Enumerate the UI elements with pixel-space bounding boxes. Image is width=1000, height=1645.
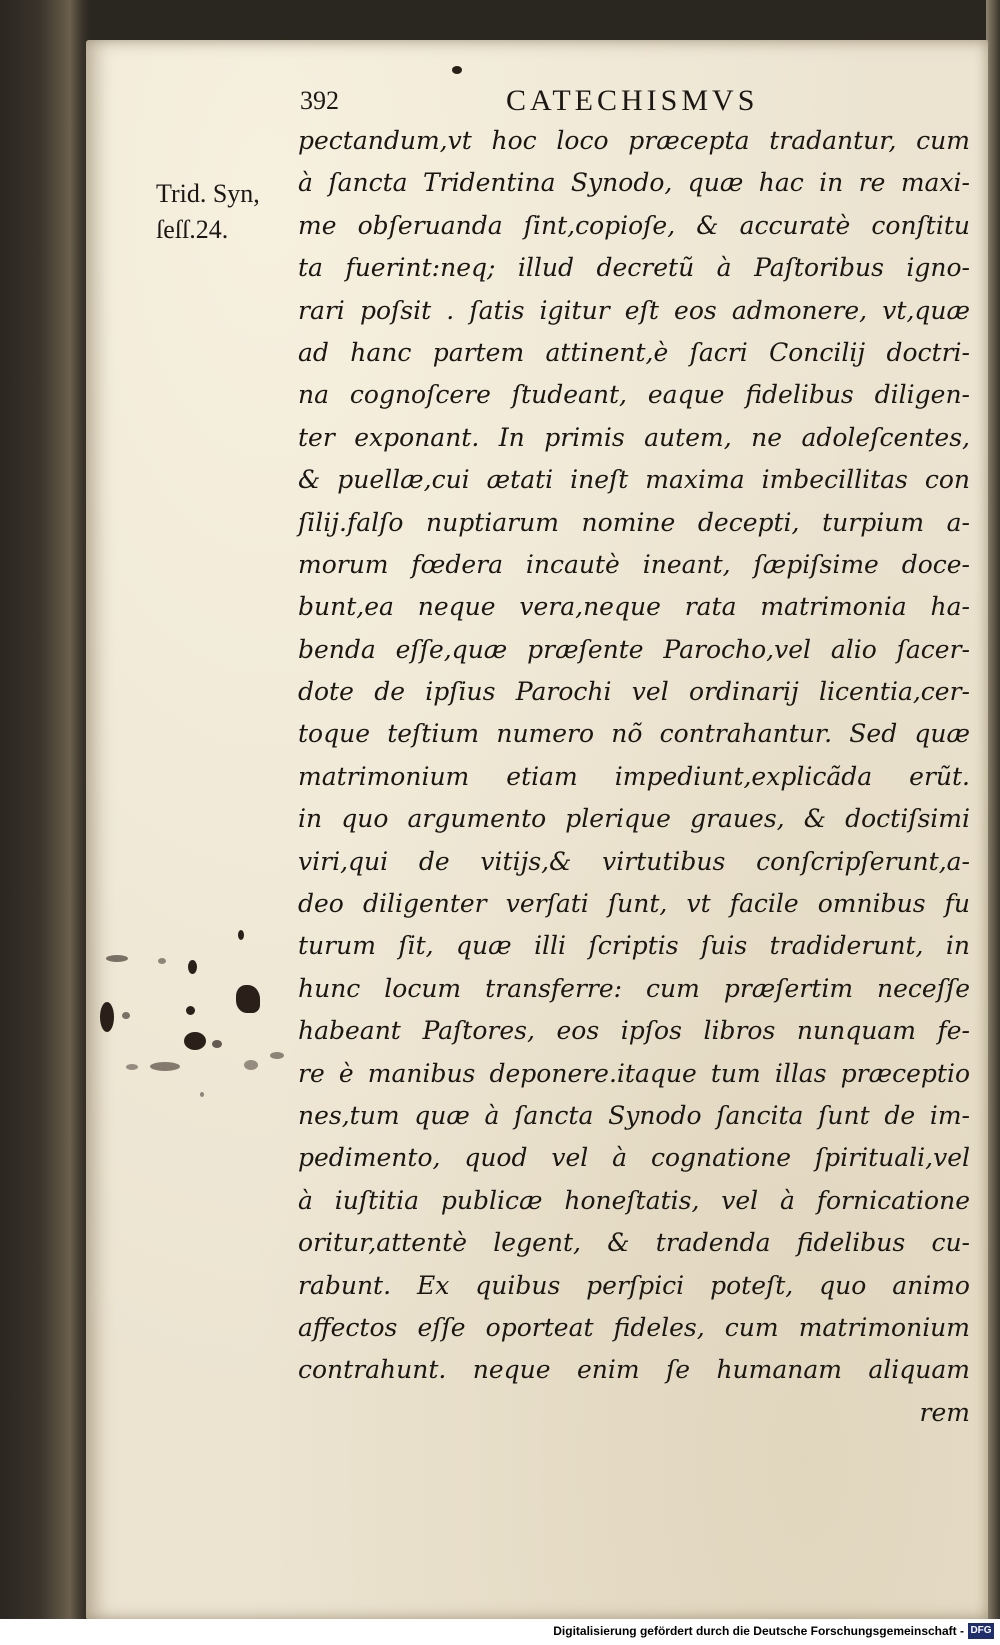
ink-stain <box>186 1006 195 1015</box>
body-text <box>298 120 970 1434</box>
catchword: rem <box>919 1397 970 1427</box>
text-line: viri,qui de vitijs,& virtutibus conſcripſerunt,a- <box>298 846 970 876</box>
ink-stain <box>236 985 260 1013</box>
text-line: in quo argumento plerique graues, & doctiſsimi <box>298 804 970 834</box>
text-line: habeant Paſtores, eos ipſos libros nunquam fe- <box>298 1016 970 1046</box>
ink-stain <box>188 960 197 974</box>
text-line: toque teſtium numero nõ contrahantur. Sed quæ <box>298 719 970 749</box>
ink-stain <box>212 1040 222 1048</box>
funding-credit: Digitalisierung gefördert durch die Deutsche Forschungsgemeinschaft - <box>553 1624 964 1638</box>
book-title: CATECHISMVS <box>506 84 759 117</box>
text-line: ſilij.falſo nuptiarum nomine decepti, turpium a- <box>298 507 970 537</box>
text-line: benda eſſe,quæ præſente Parocho,vel alio ſacer- <box>298 634 970 664</box>
text-line: turum ſit, quæ illi ſcriptis ſuis tradiderunt, in <box>298 931 970 961</box>
text-line: & puellæ,cui ætati ineſt maxima imbecillitas con <box>298 465 970 495</box>
text-line: re è manibus deponere.itaque tum illas præceptio <box>298 1058 970 1088</box>
ink-stain <box>184 1032 206 1050</box>
text-line: ter exponant. In primis autem, ne adoleſcentes, <box>298 422 970 452</box>
text-line: affectos eſſe oporteat fideles, cum matrimonium <box>298 1312 970 1342</box>
footer-bar <box>0 1619 1000 1645</box>
ink-stain <box>150 1062 180 1071</box>
text-line: me obſeruanda ſint,copioſe, & accuratè conſtitu <box>298 210 970 240</box>
text-line: rabunt. Ex quibus perſpici poteſt, quo animo <box>298 1270 970 1300</box>
ink-stain <box>200 1092 204 1097</box>
text-line: ad hanc partem attinent,è ſacri Concilij doctri- <box>298 337 970 367</box>
text-line: matrimonium etiam impediunt,explicãda erũt. <box>298 761 970 791</box>
text-line: dote de ipſius Parochi vel ordinarij licentia,cer- <box>298 677 970 707</box>
text-line: contrahunt. neque enim ſe humanam aliquam <box>298 1355 970 1385</box>
ink-stain <box>106 955 128 962</box>
ink-stain <box>126 1064 138 1070</box>
ink-stain <box>100 1002 114 1032</box>
text-line: deo diligenter verſati ſunt, vt facile omnibus fu <box>298 889 970 919</box>
text-line: nes,tum quæ à ſancta Synodo ſancita ſunt de im- <box>298 1100 970 1130</box>
dfg-logo: DFG <box>968 1623 994 1639</box>
text-line: hunc locum transferre: cum præſertim neceſſe <box>298 973 970 1003</box>
ink-stain <box>452 66 462 74</box>
margin-note <box>156 176 286 248</box>
text-line: à ſancta Tridentina Synodo, quæ hac in re maxi- <box>298 168 970 198</box>
text-line: na cognoſcere ſtudeant, eaque fidelibus diligen- <box>298 380 970 410</box>
text-line: bunt,ea neque vera,neque rata matrimonia ha- <box>298 592 970 622</box>
text-line: rari poſsit . ſatis igitur eſt eos admonere, vt,quæ <box>298 295 970 325</box>
ink-stain <box>244 1060 258 1070</box>
ink-stain <box>238 930 244 940</box>
ink-stain <box>270 1052 284 1059</box>
page-edge <box>986 0 1000 1645</box>
text-line: morum fœdera incautè ineant, ſæpiſsime doce- <box>298 549 970 579</box>
running-head <box>300 84 780 124</box>
margin-note-line: ſeſſ.24. <box>156 215 229 244</box>
ink-stain <box>158 958 166 964</box>
page-number: 392 <box>300 86 339 115</box>
margin-note-line: Trid. Syn, <box>156 179 260 208</box>
text-line: oritur,attentè legent, & tradenda fidelibus cu- <box>298 1228 970 1258</box>
text-line: pedimento, quod vel à cognatione ſpirituali,vel <box>298 1143 970 1173</box>
text-line: à iuſtitia publicæ honeſtatis, vel à fornicatione <box>298 1185 970 1215</box>
text-line: pectandum,vt hoc loco præcepta tradantur, cum <box>298 126 970 155</box>
text-line: ta fuerint:neq; illud decretũ à Paſtoribus igno- <box>298 253 970 283</box>
ink-stain <box>122 1012 130 1019</box>
